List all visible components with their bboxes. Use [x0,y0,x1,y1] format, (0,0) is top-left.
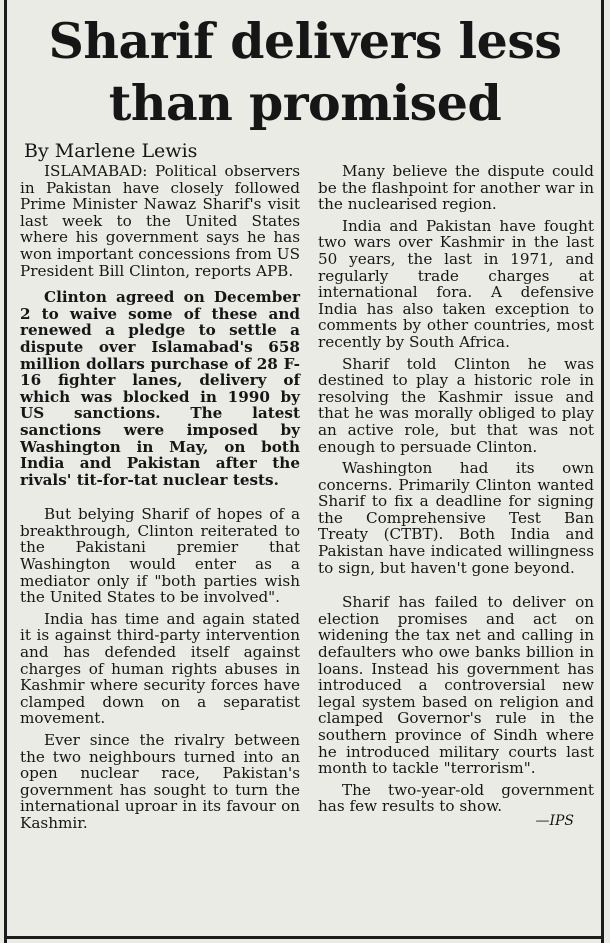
paragraph-historic-role: Sharif told Clinton he was destined to play a historic role in resolving the Kashmir issue and that he was morally obliged to play an active role, but that was not enough to persuade Clinton. [318,354,594,456]
paragraph-two-wars: India and Pakistan have fought two wars over Kashmir in the last 50 years, the last in 1971, and regularly trade charges at international fora. A defensive India has also taken exception to comments by other countries, most recently by South Africa. [318,216,594,351]
headline-line-2: than promised [108,74,502,132]
byline: By Marlene Lewis [24,140,198,162]
left-border-rule [4,0,7,943]
right-column [318,163,594,829]
paragraph-india-stance: India has time and again stated it is against third-party intervention and has defended itself against charges of human rights abuses in Kashmir where security forces have clamped down on a separatist movement. [20,609,300,728]
paragraph-election-promises: Sharif has failed to deliver on election promises and act on widening the tax net and calling in defaulters who owe banks billion in loans. Instead his government has introduced a controversial new legal system based on religion and clamped Governor's rule in the southern province of Sindh where he introduced military courts last month to tackle "terrorism". [318,593,594,778]
paragraph-belying-hopes: But belying Sharif of hopes of a breakthrough, Clinton reiterated to the Pakistani premier that Washington would enter as a mediator only if "both parties wish the United States to be involved". [20,505,300,607]
paragraph-flashpoint: Many believe the dispute could be the flashpoint for another war in the nuclearised region. [318,162,594,214]
paragraph-washington-concerns: Washington had its own concerns. Primarily Clinton wanted Sharif to fix a deadline for signing the Comprehensive Test Ban Treaty (CTBT). Both India and Pakistan have indicated willingness to sign, but haven't gone beyond. [318,459,594,577]
agency-signoff: —IPS [535,812,574,829]
headline [10,10,600,134]
paragraph-nuclear-race: Ever since the rivalry between the two neighbours turned into an open nuclear race, Pakistan's government has sought to turn the international uproar in its favour on Kashmir. [20,731,300,832]
paragraph-clinton-agreed: Clinton agreed on December 2 to waive some of these and renewed a pledge to settle a dispute over Islamabad's 658 million dollars purchase of 28 F-16 fighter lanes, delivery of which was blocked in 1990 by US sanctions. The latest sanctions were imposed by Washington in May, on both India and Pakistan after the rivals' tit-for-tat nuclear tests. [20,288,300,489]
headline-line-1: Sharif delivers less [48,12,562,70]
right-border-rule [601,0,604,943]
left-column [20,163,300,832]
paragraph-few-results: The two-year-old government has few results to show. [318,780,594,816]
bottom-border-rule [4,936,604,939]
paragraph-dateline: ISLAMABAD: Political observers in Pakistan have closely followed Prime Minister Nawaz Sharif's visit last week to the United States where his government says he has won important concessions from US President Bill Clinton, reports APB. [20,162,300,280]
